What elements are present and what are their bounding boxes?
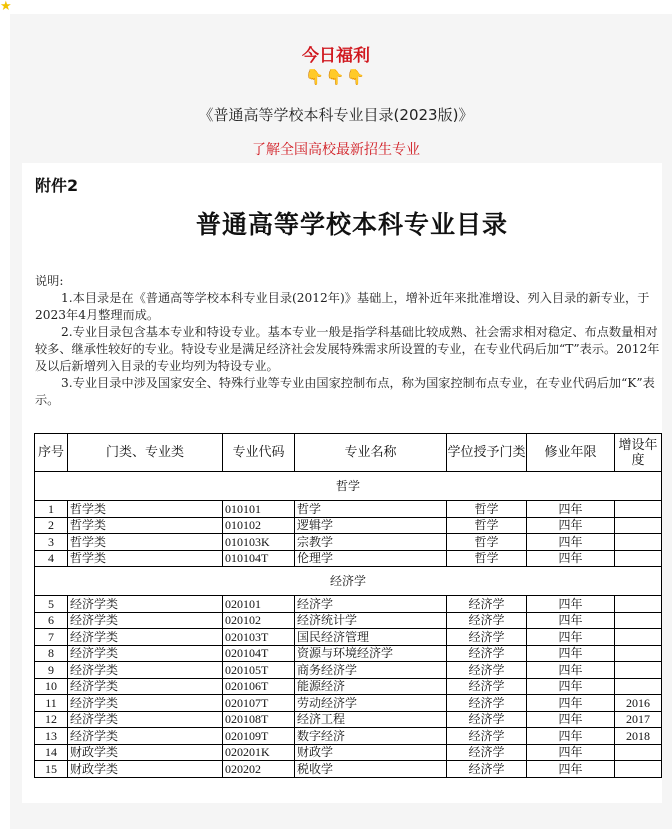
table-cell: 税收学 — [295, 761, 447, 778]
table-cell: 11 — [35, 695, 68, 712]
table-row — [35, 596, 662, 613]
table-cell: 四年 — [527, 728, 615, 745]
table-cell: 020102 — [223, 612, 295, 629]
table-cell — [615, 596, 662, 613]
table-cell: 哲学 — [295, 501, 447, 518]
table-cell: 财政学类 — [68, 761, 223, 778]
table-cell: 四年 — [527, 695, 615, 712]
table-cell: 哲学类 — [68, 501, 223, 518]
table-cell: 经济学 — [447, 728, 527, 745]
section-label: 经济学 — [35, 567, 662, 596]
table-cell: 010101 — [223, 501, 295, 518]
table-cell: 经济学 — [295, 596, 447, 613]
table-cell: 经济学类 — [68, 728, 223, 745]
table-cell: 经济学 — [447, 744, 527, 761]
table-row — [35, 662, 662, 679]
table-cell: 13 — [35, 728, 68, 745]
table-header-row — [35, 434, 662, 472]
table-cell: 020104T — [223, 645, 295, 662]
table-cell: 经济学 — [447, 695, 527, 712]
table-row — [35, 695, 662, 712]
document-title: 普通高等学校本科专业目录 — [195, 210, 508, 239]
table-cell: 逻辑学 — [295, 517, 447, 534]
table-cell: 经济学类 — [68, 645, 223, 662]
table-cell: 哲学类 — [68, 550, 223, 567]
header-degree: 学位授予门类 — [447, 434, 527, 472]
table-cell: 四年 — [527, 501, 615, 518]
section-row — [35, 472, 662, 501]
table-cell: 四年 — [527, 534, 615, 551]
table-row — [35, 761, 662, 778]
table-body — [35, 472, 662, 778]
table-cell: 经济学 — [447, 662, 527, 679]
table-cell: 伦理学 — [295, 550, 447, 567]
table-cell — [615, 678, 662, 695]
header-duration: 修业年限 — [527, 434, 615, 472]
table-cell: 哲学 — [447, 501, 527, 518]
header-seq: 序号 — [35, 434, 68, 472]
table-cell — [615, 534, 662, 551]
table-cell: 四年 — [527, 711, 615, 728]
table-cell: 经济学 — [447, 596, 527, 613]
table-cell: 经济学 — [447, 612, 527, 629]
table-cell: 020108T — [223, 711, 295, 728]
note-item: 1.本目录是在《普通高等学校本科专业目录(2012年)》基础上，增补近年来批准增设、列入目录的新专业，于2023年4月整理而成。 — [35, 291, 650, 322]
table-cell: 资源与环境经济学 — [295, 645, 447, 662]
book-title-link[interactable]: 《普通高等学校本科专业目录(2023版)》 — [198, 106, 474, 124]
table-cell: 3 — [35, 534, 68, 551]
table-cell: 010102 — [223, 517, 295, 534]
promo-subtitle: 了解全国高校最新招生专业 — [252, 142, 420, 158]
table-cell: 经济学 — [447, 711, 527, 728]
table-cell: 宗教学 — [295, 534, 447, 551]
table-cell: 四年 — [527, 629, 615, 646]
table-cell: 四年 — [527, 596, 615, 613]
table-cell: 经济统计学 — [295, 612, 447, 629]
table-cell: 四年 — [527, 550, 615, 567]
table-cell: 7 — [35, 629, 68, 646]
table-cell: 2017 — [615, 711, 662, 728]
major-catalog-table — [34, 433, 662, 778]
table-cell — [615, 662, 662, 679]
table-row — [35, 728, 662, 745]
table-cell: 1 — [35, 501, 68, 518]
table-cell: 10 — [35, 678, 68, 695]
table-cell: 010104T — [223, 550, 295, 567]
table-cell: 经济学类 — [68, 596, 223, 613]
table-cell: 哲学类 — [68, 517, 223, 534]
table-cell: 4 — [35, 550, 68, 567]
table-cell: 14 — [35, 744, 68, 761]
table-cell — [615, 761, 662, 778]
pointing-down-hands-icon: 👇👇👇 — [304, 68, 368, 86]
note-item: 3.专业目录中涉及国家安全、特殊行业等专业由国家控制布点，称为国家控制布点专业，在专业代码后加“K”表示。 — [35, 376, 655, 407]
table-cell: 数字经济 — [295, 728, 447, 745]
table-cell — [615, 612, 662, 629]
table-cell: 劳动经济学 — [295, 695, 447, 712]
table-cell: 020202 — [223, 761, 295, 778]
header-category: 门类、专业类 — [68, 434, 223, 472]
table-cell: 6 — [35, 612, 68, 629]
table-cell: 国民经济管理 — [295, 629, 447, 646]
table-cell: 020201K — [223, 744, 295, 761]
table-cell: 经济学类 — [68, 662, 223, 679]
table-row — [35, 534, 662, 551]
table-cell — [615, 517, 662, 534]
table-cell: 010103K — [223, 534, 295, 551]
header-name: 专业名称 — [295, 434, 447, 472]
note-item: 2.专业目录包含基本专业和特设专业。基本专业一般是指学科基础比较成熟、社会需求相对稳定、布点数量相对较多、继承性较好的专业。特设专业是满足经济社会发展特殊需求所设置的专业，在专业代码后加“T”表示。2012年及以后新增列入目录的专业均列为特设专业。 — [35, 325, 660, 373]
table-cell: 经济工程 — [295, 711, 447, 728]
table-cell: 12 — [35, 711, 68, 728]
table-cell: 四年 — [527, 744, 615, 761]
notes-block — [35, 273, 660, 409]
table-row — [35, 678, 662, 695]
table-row — [35, 501, 662, 518]
table-cell: 020109T — [223, 728, 295, 745]
table-cell: 四年 — [527, 761, 615, 778]
table-cell: 2018 — [615, 728, 662, 745]
table-cell: 020106T — [223, 678, 295, 695]
table-cell: 020107T — [223, 695, 295, 712]
table-cell: 经济学类 — [68, 711, 223, 728]
promo-title: 今日福利 — [302, 46, 370, 66]
table-cell: 020101 — [223, 596, 295, 613]
table-cell: 哲学 — [447, 517, 527, 534]
table-cell: 15 — [35, 761, 68, 778]
table-cell: 8 — [35, 645, 68, 662]
section-label: 哲学 — [35, 472, 662, 501]
table-cell: 2016 — [615, 695, 662, 712]
table-cell — [615, 744, 662, 761]
table-cell: 经济学 — [447, 629, 527, 646]
table-cell: 哲学 — [447, 550, 527, 567]
table-cell: 9 — [35, 662, 68, 679]
header-year: 增设年度 — [615, 434, 662, 472]
table-cell: 四年 — [527, 645, 615, 662]
table-cell: 经济学 — [447, 645, 527, 662]
table-cell: 四年 — [527, 517, 615, 534]
table-row — [35, 645, 662, 662]
table-row — [35, 550, 662, 567]
table-row — [35, 612, 662, 629]
section-row — [35, 567, 662, 596]
table-cell: 经济学类 — [68, 612, 223, 629]
table-cell: 财政学 — [295, 744, 447, 761]
table-cell: 2 — [35, 517, 68, 534]
attachment-label: 附件2 — [35, 176, 79, 195]
table-row — [35, 517, 662, 534]
table-cell: 020103T — [223, 629, 295, 646]
table-cell: 能源经济 — [295, 678, 447, 695]
table-cell: 商务经济学 — [295, 662, 447, 679]
table-cell: 财政学类 — [68, 744, 223, 761]
table-cell: 经济学 — [447, 678, 527, 695]
table-cell: 四年 — [527, 662, 615, 679]
table-cell: 经济学 — [447, 761, 527, 778]
table-cell — [615, 501, 662, 518]
table-cell — [615, 645, 662, 662]
table-cell — [615, 550, 662, 567]
header-code: 专业代码 — [223, 434, 295, 472]
table-cell: 经济学类 — [68, 678, 223, 695]
table-cell: 经济学类 — [68, 629, 223, 646]
document-image — [22, 163, 662, 803]
table-row — [35, 744, 662, 761]
table-cell: 四年 — [527, 678, 615, 695]
corner-star-icon: ★ — [0, 0, 12, 14]
table-cell — [615, 629, 662, 646]
table-cell: 哲学类 — [68, 534, 223, 551]
table-row — [35, 711, 662, 728]
table-cell: 020105T — [223, 662, 295, 679]
table-cell: 哲学 — [447, 534, 527, 551]
table-cell: 经济学类 — [68, 695, 223, 712]
notes-heading: 说明: — [35, 274, 64, 288]
table-cell: 5 — [35, 596, 68, 613]
table-row — [35, 629, 662, 646]
table-cell: 四年 — [527, 612, 615, 629]
